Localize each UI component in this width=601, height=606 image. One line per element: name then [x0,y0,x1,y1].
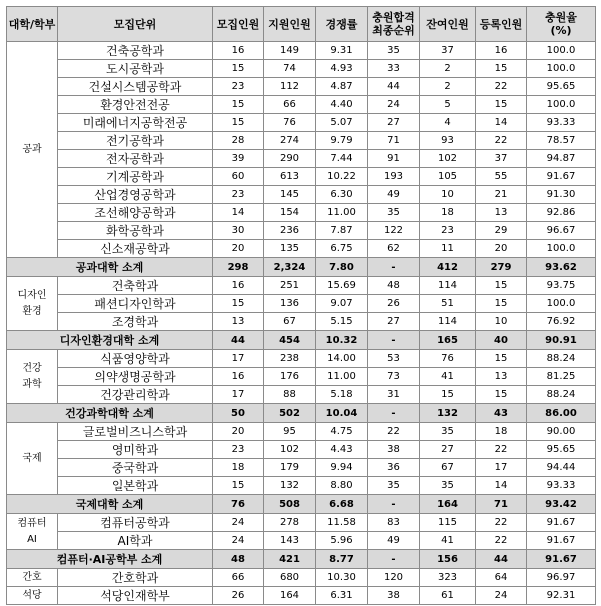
unit-cell: 전자공학과 [58,150,213,168]
ratio-cell: 15.69 [316,277,368,295]
table-row [7,150,596,168]
remaining-cell: 10 [420,186,476,204]
subtotal-fill-rate-cell: 93.42 [527,495,596,514]
applicants-cell: 112 [264,78,316,96]
final-rank-cell: 36 [368,459,420,477]
quota-cell: 23 [213,78,264,96]
final-rank-cell: 73 [368,368,420,386]
table-body [7,42,596,605]
ratio-cell: 9.79 [316,132,368,150]
enrolled-cell: 15 [476,60,527,78]
quota-cell: 15 [213,295,264,313]
subtotal-enrolled-cell: 279 [476,258,527,277]
final-rank-cell: 83 [368,514,420,532]
remaining-cell: 15 [420,386,476,404]
remaining-cell: 11 [420,240,476,258]
remaining-cell: 41 [420,368,476,386]
enrolled-cell: 17 [476,459,527,477]
final-rank-cell: 91 [368,150,420,168]
subtotal-label: 컴퓨터·AI공학부 소계 [7,550,213,569]
table-row [7,459,596,477]
applicants-cell: 236 [264,222,316,240]
applicants-cell: 179 [264,459,316,477]
subtotal-fill-rate-cell: 86.00 [527,404,596,423]
header-applicants: 지원인원 [264,7,316,42]
unit-cell: 컴퓨터공학과 [58,514,213,532]
remaining-cell: 5 [420,96,476,114]
ratio-cell: 14.00 [316,350,368,368]
college-cell: 건강 과학 [7,350,58,404]
remaining-cell: 35 [420,423,476,441]
table-row [7,313,596,331]
subtotal-enrolled-cell: 40 [476,331,527,350]
ratio-cell: 7.44 [316,150,368,168]
table-row [7,477,596,495]
enrolled-cell: 21 [476,186,527,204]
ratio-cell: 4.75 [316,423,368,441]
fill-rate-cell: 93.33 [527,114,596,132]
admission-table-container [6,6,596,605]
ratio-cell: 5.15 [316,313,368,331]
table-row [7,132,596,150]
subtotal-row [7,258,596,277]
remaining-cell: 61 [420,587,476,605]
unit-cell: 조경학과 [58,313,213,331]
final-rank-cell: 33 [368,60,420,78]
enrolled-cell: 29 [476,222,527,240]
unit-cell: 글로벌비즈니스학과 [58,423,213,441]
fill-rate-cell: 91.67 [527,514,596,532]
subtotal-applicants-cell: 508 [264,495,316,514]
unit-cell: 중국학과 [58,459,213,477]
unit-cell: 일본학과 [58,477,213,495]
unit-cell: 기계공학과 [58,168,213,186]
remaining-cell: 4 [420,114,476,132]
fill-rate-cell: 92.31 [527,587,596,605]
enrolled-cell: 22 [476,132,527,150]
quota-cell: 17 [213,350,264,368]
fill-rate-cell: 100.0 [527,42,596,60]
applicants-cell: 278 [264,514,316,532]
table-row [7,295,596,313]
header-row [7,7,596,42]
table-row [7,532,596,550]
ratio-cell: 5.18 [316,386,368,404]
unit-cell: 영미학과 [58,441,213,459]
unit-cell: 조선해양공학과 [58,204,213,222]
fill-rate-cell: 88.24 [527,350,596,368]
applicants-cell: 143 [264,532,316,550]
subtotal-remaining-cell: 156 [420,550,476,569]
fill-rate-cell: 96.97 [527,569,596,587]
fill-rate-cell: 100.0 [527,240,596,258]
enrolled-cell: 64 [476,569,527,587]
final-rank-cell: 24 [368,96,420,114]
table-row [7,168,596,186]
remaining-cell: 2 [420,60,476,78]
subtotal-quota-cell: 76 [213,495,264,514]
quota-cell: 66 [213,569,264,587]
final-rank-cell: 35 [368,42,420,60]
subtotal-applicants-cell: 2,324 [264,258,316,277]
header-ratio: 경쟁률 [316,7,368,42]
table-row [7,78,596,96]
header-remaining: 잔여인원 [420,7,476,42]
unit-cell: 산업경영공학과 [58,186,213,204]
ratio-cell: 9.94 [316,459,368,477]
table-row [7,514,596,532]
quota-cell: 20 [213,240,264,258]
unit-cell: AI학과 [58,532,213,550]
enrolled-cell: 18 [476,423,527,441]
subtotal-ratio-cell: 6.68 [316,495,368,514]
subtotal-row [7,550,596,569]
fill-rate-cell: 91.67 [527,168,596,186]
unit-cell: 화학공학과 [58,222,213,240]
fill-rate-cell: 92.86 [527,204,596,222]
subtotal-row [7,404,596,423]
table-row [7,587,596,605]
remaining-cell: 76 [420,350,476,368]
quota-cell: 16 [213,277,264,295]
applicants-cell: 154 [264,204,316,222]
subtotal-remaining-cell: 132 [420,404,476,423]
unit-cell: 전기공학과 [58,132,213,150]
enrolled-cell: 22 [476,514,527,532]
quota-cell: 23 [213,186,264,204]
final-rank-cell: 120 [368,569,420,587]
fill-rate-cell: 100.0 [527,96,596,114]
header-unit: 모집단위 [58,7,213,42]
enrolled-cell: 22 [476,78,527,96]
fill-rate-cell: 93.33 [527,477,596,495]
final-rank-cell: 35 [368,477,420,495]
applicants-cell: 251 [264,277,316,295]
subtotal-label: 디자인환경대학 소계 [7,331,213,350]
subtotal-enrolled-cell: 44 [476,550,527,569]
enrolled-cell: 14 [476,477,527,495]
remaining-cell: 35 [420,477,476,495]
applicants-cell: 176 [264,368,316,386]
fill-rate-cell: 93.75 [527,277,596,295]
subtotal-final-rank-cell: - [368,495,420,514]
ratio-cell: 11.00 [316,368,368,386]
ratio-cell: 6.30 [316,186,368,204]
table-row [7,386,596,404]
applicants-cell: 274 [264,132,316,150]
subtotal-final-rank-cell: - [368,331,420,350]
unit-cell: 환경안전전공 [58,96,213,114]
applicants-cell: 136 [264,295,316,313]
college-cell: 석당 [7,587,58,605]
ratio-cell: 6.75 [316,240,368,258]
final-rank-cell: 48 [368,277,420,295]
ratio-cell: 11.00 [316,204,368,222]
remaining-cell: 105 [420,168,476,186]
unit-cell: 석당인재학부 [58,587,213,605]
subtotal-label: 건강과학대학 소계 [7,404,213,423]
subtotal-remaining-cell: 164 [420,495,476,514]
quota-cell: 30 [213,222,264,240]
header-enrolled: 등록인원 [476,7,527,42]
table-row [7,441,596,459]
subtotal-applicants-cell: 421 [264,550,316,569]
quota-cell: 24 [213,532,264,550]
enrolled-cell: 16 [476,42,527,60]
enrolled-cell: 10 [476,313,527,331]
table-row [7,186,596,204]
remaining-cell: 27 [420,441,476,459]
subtotal-applicants-cell: 502 [264,404,316,423]
remaining-cell: 23 [420,222,476,240]
applicants-cell: 164 [264,587,316,605]
applicants-cell: 135 [264,240,316,258]
applicants-cell: 149 [264,42,316,60]
remaining-cell: 114 [420,313,476,331]
final-rank-cell: 31 [368,386,420,404]
enrolled-cell: 15 [476,386,527,404]
unit-cell: 간호학과 [58,569,213,587]
unit-cell: 패션디자인학과 [58,295,213,313]
subtotal-row [7,495,596,514]
unit-cell: 도시공학과 [58,60,213,78]
table-row [7,96,596,114]
applicants-cell: 680 [264,569,316,587]
applicants-cell: 238 [264,350,316,368]
unit-cell: 건설시스템공학과 [58,78,213,96]
fill-rate-cell: 81.25 [527,368,596,386]
quota-cell: 20 [213,423,264,441]
enrolled-cell: 22 [476,441,527,459]
remaining-cell: 93 [420,132,476,150]
final-rank-cell: 38 [368,587,420,605]
subtotal-label: 국제대학 소계 [7,495,213,514]
subtotal-ratio-cell: 8.77 [316,550,368,569]
ratio-cell: 11.58 [316,514,368,532]
final-rank-cell: 35 [368,204,420,222]
final-rank-cell: 62 [368,240,420,258]
fill-rate-cell: 88.24 [527,386,596,404]
enrolled-cell: 15 [476,350,527,368]
quota-cell: 15 [213,60,264,78]
enrolled-cell: 24 [476,587,527,605]
remaining-cell: 2 [420,78,476,96]
enrolled-cell: 22 [476,532,527,550]
subtotal-applicants-cell: 454 [264,331,316,350]
quota-cell: 39 [213,150,264,168]
remaining-cell: 102 [420,150,476,168]
unit-cell: 건축학과 [58,277,213,295]
remaining-cell: 18 [420,204,476,222]
unit-cell: 의약생명공학과 [58,368,213,386]
table-row [7,423,596,441]
fill-rate-cell: 91.67 [527,532,596,550]
header-fill-rate: 충원율 (%) [527,7,596,42]
header-college: 대학/학부 [7,7,58,42]
quota-cell: 18 [213,459,264,477]
unit-cell: 건강관리학과 [58,386,213,404]
enrolled-cell: 55 [476,168,527,186]
quota-cell: 26 [213,587,264,605]
quota-cell: 17 [213,386,264,404]
ratio-cell: 9.31 [316,42,368,60]
ratio-cell: 4.43 [316,441,368,459]
enrolled-cell: 15 [476,295,527,313]
header-quota: 모집인원 [213,7,264,42]
applicants-cell: 145 [264,186,316,204]
final-rank-cell: 49 [368,186,420,204]
remaining-cell: 115 [420,514,476,532]
ratio-cell: 8.80 [316,477,368,495]
ratio-cell: 4.93 [316,60,368,78]
applicants-cell: 67 [264,313,316,331]
table-row [7,114,596,132]
table-row [7,277,596,295]
subtotal-final-rank-cell: - [368,550,420,569]
ratio-cell: 6.31 [316,587,368,605]
fill-rate-cell: 94.44 [527,459,596,477]
quota-cell: 14 [213,204,264,222]
table-row [7,42,596,60]
fill-rate-cell: 100.0 [527,295,596,313]
final-rank-cell: 44 [368,78,420,96]
admission-table [6,6,596,605]
enrolled-cell: 15 [476,96,527,114]
fill-rate-cell: 76.92 [527,313,596,331]
enrolled-cell: 13 [476,368,527,386]
fill-rate-cell: 100.0 [527,60,596,78]
final-rank-cell: 49 [368,532,420,550]
unit-cell: 건축공학과 [58,42,213,60]
quota-cell: 15 [213,114,264,132]
applicants-cell: 290 [264,150,316,168]
subtotal-ratio-cell: 10.04 [316,404,368,423]
ratio-cell: 5.96 [316,532,368,550]
enrolled-cell: 13 [476,204,527,222]
final-rank-cell: 27 [368,114,420,132]
final-rank-cell: 53 [368,350,420,368]
applicants-cell: 132 [264,477,316,495]
subtotal-row [7,331,596,350]
college-cell: 컴퓨터 AI [7,514,58,550]
fill-rate-cell: 90.00 [527,423,596,441]
unit-cell: 신소재공학과 [58,240,213,258]
applicants-cell: 66 [264,96,316,114]
subtotal-fill-rate-cell: 91.67 [527,550,596,569]
applicants-cell: 88 [264,386,316,404]
quota-cell: 16 [213,42,264,60]
final-rank-cell: 26 [368,295,420,313]
college-cell: 디자인 환경 [7,277,58,331]
quota-cell: 60 [213,168,264,186]
college-cell: 공과 [7,42,58,258]
quota-cell: 24 [213,514,264,532]
table-row [7,60,596,78]
fill-rate-cell: 91.30 [527,186,596,204]
applicants-cell: 95 [264,423,316,441]
final-rank-cell: 27 [368,313,420,331]
fill-rate-cell: 96.67 [527,222,596,240]
applicants-cell: 74 [264,60,316,78]
quota-cell: 23 [213,441,264,459]
final-rank-cell: 71 [368,132,420,150]
subtotal-quota-cell: 44 [213,331,264,350]
final-rank-cell: 122 [368,222,420,240]
table-row [7,222,596,240]
subtotal-enrolled-cell: 71 [476,495,527,514]
remaining-cell: 67 [420,459,476,477]
unit-cell: 미래에너지공학전공 [58,114,213,132]
ratio-cell: 4.87 [316,78,368,96]
subtotal-quota-cell: 50 [213,404,264,423]
subtotal-enrolled-cell: 43 [476,404,527,423]
table-row [7,368,596,386]
subtotal-remaining-cell: 412 [420,258,476,277]
remaining-cell: 323 [420,569,476,587]
fill-rate-cell: 95.65 [527,441,596,459]
remaining-cell: 114 [420,277,476,295]
applicants-cell: 613 [264,168,316,186]
remaining-cell: 37 [420,42,476,60]
enrolled-cell: 15 [476,277,527,295]
enrolled-cell: 14 [476,114,527,132]
enrolled-cell: 20 [476,240,527,258]
college-cell: 간호 [7,569,58,587]
subtotal-final-rank-cell: - [368,404,420,423]
applicants-cell: 76 [264,114,316,132]
header-final-rank: 충원합격 최종순위 [368,7,420,42]
subtotal-label: 공과대학 소계 [7,258,213,277]
subtotal-quota-cell: 48 [213,550,264,569]
table-row [7,240,596,258]
fill-rate-cell: 95.65 [527,78,596,96]
fill-rate-cell: 78.57 [527,132,596,150]
subtotal-final-rank-cell: - [368,258,420,277]
ratio-cell: 4.40 [316,96,368,114]
college-cell: 국제 [7,423,58,495]
enrolled-cell: 37 [476,150,527,168]
applicants-cell: 102 [264,441,316,459]
subtotal-fill-rate-cell: 90.91 [527,331,596,350]
subtotal-fill-rate-cell: 93.62 [527,258,596,277]
subtotal-quota-cell: 298 [213,258,264,277]
final-rank-cell: 38 [368,441,420,459]
fill-rate-cell: 94.87 [527,150,596,168]
table-row [7,350,596,368]
ratio-cell: 10.22 [316,168,368,186]
subtotal-ratio-cell: 7.80 [316,258,368,277]
table-row [7,569,596,587]
ratio-cell: 7.87 [316,222,368,240]
final-rank-cell: 22 [368,423,420,441]
quota-cell: 28 [213,132,264,150]
remaining-cell: 41 [420,532,476,550]
quota-cell: 13 [213,313,264,331]
unit-cell: 식품영양학과 [58,350,213,368]
subtotal-ratio-cell: 10.32 [316,331,368,350]
subtotal-remaining-cell: 165 [420,331,476,350]
quota-cell: 16 [213,368,264,386]
table-row [7,204,596,222]
ratio-cell: 9.07 [316,295,368,313]
ratio-cell: 5.07 [316,114,368,132]
remaining-cell: 51 [420,295,476,313]
ratio-cell: 10.30 [316,569,368,587]
quota-cell: 15 [213,477,264,495]
final-rank-cell: 193 [368,168,420,186]
quota-cell: 15 [213,96,264,114]
